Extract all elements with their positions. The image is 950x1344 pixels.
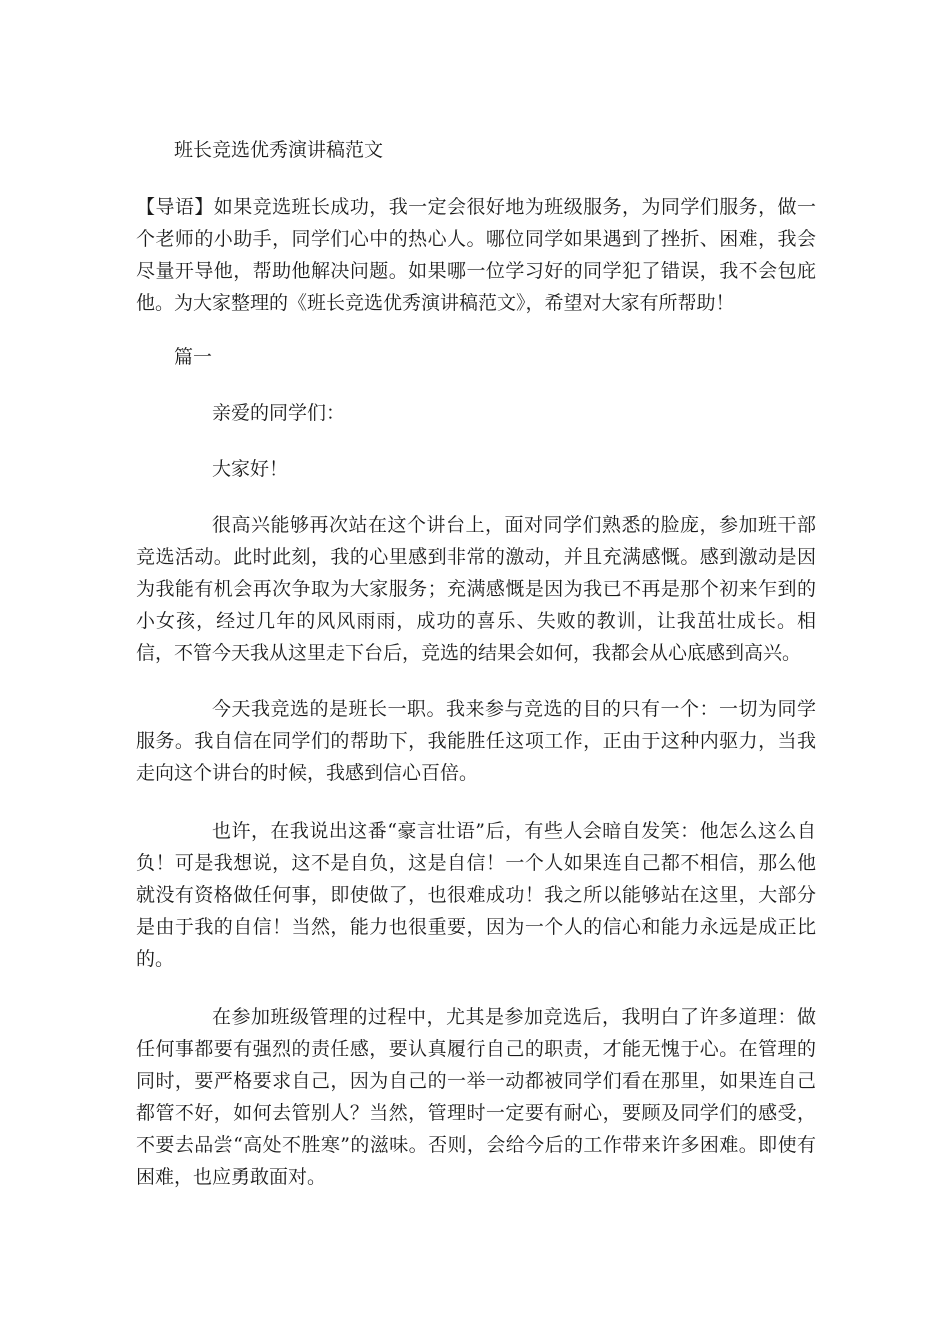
document-title: 班长竞选优秀演讲稿范文 bbox=[174, 139, 384, 161]
greeting: 大家好！ bbox=[212, 458, 289, 480]
intro-paragraph: 【导语】如果竞选班长成功，我一定会很好地为班级服务，为同学们服务，做一个老师的小助手，同学们心中的热心人。哪位同学如果遇到了挫折、困难，我会尽量开导他，帮助他解决问题。如果哪一位学习好的同学犯了错误，我不会包庇他。为大家整理的《班长竞选优秀演讲稿范文》，希望对大家有所帮助！ bbox=[136, 196, 816, 314]
section-heading: 篇一 bbox=[174, 346, 213, 368]
body-paragraph-4: 在参加班级管理的过程中，尤其是参加竞选后，我明白了许多道理：做任何事都要有强烈的责任感，要认真履行自己的职责，才能无愧于心。在管理的同时，要严格要求自己，因为自己的一举一动都被同学们看在那里，如果连自己都管不好，如何去管别人？当然，管理时一定要有耐心，要顾及同学们的感受，不要去品尝“高处不胜寒”的滋味。否则，会给今后的工作带来许多困难。即使有困难，也应勇敢面对。 bbox=[136, 1006, 816, 1188]
body-paragraph-1: 很高兴能够再次站在这个讲台上，面对同学们熟悉的脸庞，参加班干部竞选活动。此时此刻，我的心里感到非常的激动，并且充满感慨。感到激动是因为我能有机会再次争取为大家服务；充满感慨是因为我已不再是那个初来乍到的小女孩，经过几年的风风雨雨，成功的喜乐、失败的教训，让我茁壮成长。相信，不管今天我从这里走下台后，竞选的结果会如何，我都会从心底感到高兴。 bbox=[136, 514, 816, 664]
body-paragraph-3: 也许，在我说出这番“豪言壮语”后，有些人会暗自发笑：他怎么这么自负！可是我想说，这不是自负，这是自信！一个人如果连自己都不相信，那么他就没有资格做任何事，即使做了，也很难成功！我之所以能够站在这里，大部分是由于我的自信！当然，能力也很重要，因为一个人的信心和能力永远是成正比的。 bbox=[136, 820, 816, 970]
salutation: 亲爱的同学们： bbox=[212, 402, 346, 424]
body-paragraph-2: 今天我竞选的是班长一职。我来参与竞选的目的只有一个：一切为同学服务。我自信在同学们的帮助下，我能胜任这项工作，正由于这种内驱力，当我走向这个讲台的时候，我感到信心百倍。 bbox=[136, 698, 816, 784]
